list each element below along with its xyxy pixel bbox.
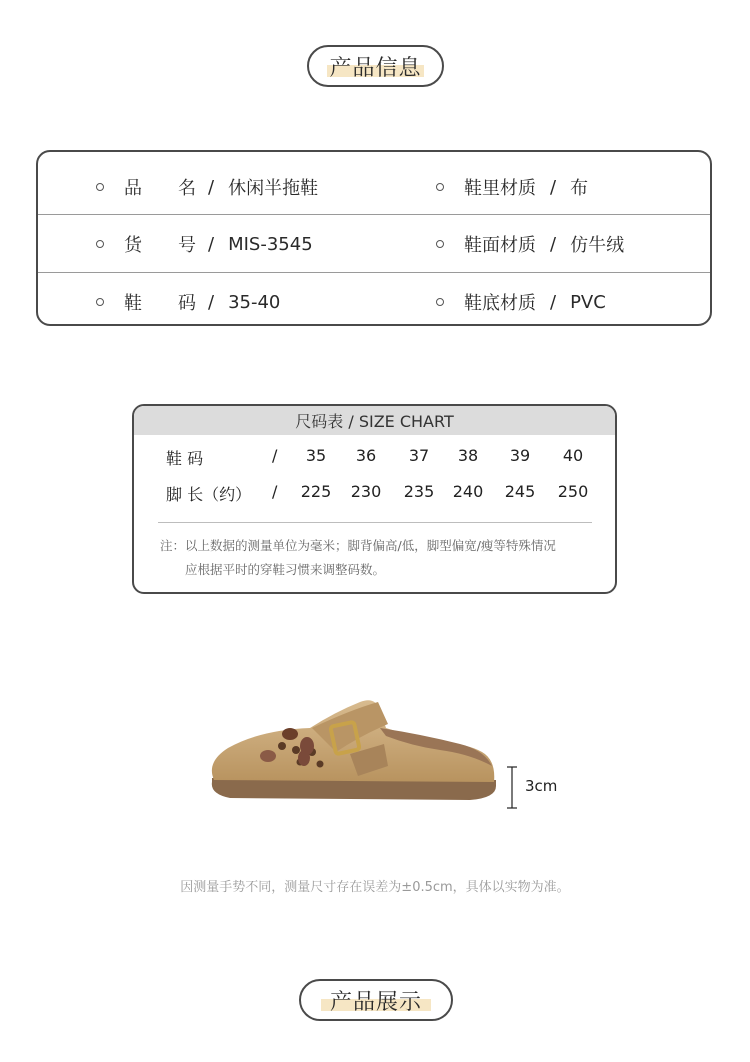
section-heading-product-display [299, 979, 453, 1021]
info-separator: / [208, 233, 215, 255]
info-separator: / [550, 291, 557, 313]
size-cell: 245 [504, 482, 536, 501]
info-label: 鞋底材质 [464, 293, 536, 314]
measurement-caption: 因测量手势不同，测量尺寸存在误差为±0.5cm，具体以实物为准。 [180, 880, 570, 895]
height-label: 3cm [525, 777, 558, 795]
shoe-hole [317, 761, 324, 768]
info-value: PVC [570, 291, 606, 313]
info-label: 鞋面材质 [464, 235, 536, 256]
size-cell: 230 [350, 482, 382, 501]
size-chart-title: 尺码表 / SIZE CHART [134, 406, 615, 435]
info-label: 鞋 码 [124, 293, 196, 314]
info-cell-name [96, 174, 318, 200]
size-row-shoe-size [134, 446, 615, 470]
shoe-hole [278, 742, 286, 750]
product-info-table [36, 150, 712, 326]
size-cell: 37 [408, 446, 430, 465]
size-cell: 240 [452, 482, 484, 501]
info-label: 品 名 [124, 178, 196, 199]
height-dimension-marker [505, 766, 519, 810]
bullet-icon [96, 240, 104, 248]
bullet-icon [436, 240, 444, 248]
size-row-label: 鞋 码 [166, 449, 204, 468]
bullet-icon [436, 298, 444, 306]
size-row-separator: / [272, 446, 278, 465]
size-row-separator: / [272, 482, 278, 501]
size-cell: 38 [457, 446, 479, 465]
size-cell: 35 [305, 446, 327, 465]
size-cell: 39 [509, 446, 531, 465]
size-cell: 250 [557, 482, 589, 501]
info-value: 仿牛绒 [570, 235, 625, 256]
info-separator: / [208, 291, 215, 313]
heading-text: 产品展示 [329, 989, 422, 1015]
info-separator: / [550, 176, 557, 198]
info-value: 休闲半拖鞋 [228, 178, 319, 199]
size-cell: 36 [355, 446, 377, 465]
heading-text: 产品信息 [329, 55, 422, 81]
info-separator: / [208, 176, 215, 198]
shoe-image [200, 690, 500, 820]
shoe-hole [292, 746, 300, 754]
charm-bear [282, 728, 298, 740]
info-cell-lining [436, 174, 588, 200]
size-row-foot-length [134, 482, 615, 506]
info-separator: / [550, 233, 557, 255]
info-label: 货 号 [124, 235, 196, 256]
info-row [38, 158, 710, 216]
info-row [38, 272, 710, 331]
note-line: 应根据平时的穿鞋习惯来调整码数。 [185, 562, 386, 577]
size-chart-divider [158, 522, 592, 523]
info-cell-sole [436, 289, 606, 315]
size-chart-note [160, 534, 600, 582]
info-value: 35-40 [228, 291, 281, 313]
info-row [38, 214, 710, 273]
size-cell: 235 [403, 482, 435, 501]
section-heading-product-info [307, 45, 444, 87]
note-line: 注：以上数据的测量单位为毫米；脚背偏高/低，脚型偏宽/瘦等特殊情况 [160, 538, 556, 553]
charm-bead [260, 750, 276, 762]
size-cell: 225 [300, 482, 332, 501]
size-chart [132, 404, 617, 594]
info-cell-size [96, 289, 280, 315]
charm-figure [298, 750, 310, 766]
bullet-icon [96, 183, 104, 191]
info-label: 鞋里材质 [464, 178, 536, 199]
size-cell: 40 [562, 446, 584, 465]
info-cell-upper [436, 231, 624, 257]
info-value: MIS-3545 [228, 233, 313, 255]
bullet-icon [96, 298, 104, 306]
info-cell-item-no [96, 231, 313, 257]
info-value: 布 [570, 178, 589, 199]
size-row-label: 脚 长（约） [166, 485, 252, 504]
bullet-icon [436, 183, 444, 191]
